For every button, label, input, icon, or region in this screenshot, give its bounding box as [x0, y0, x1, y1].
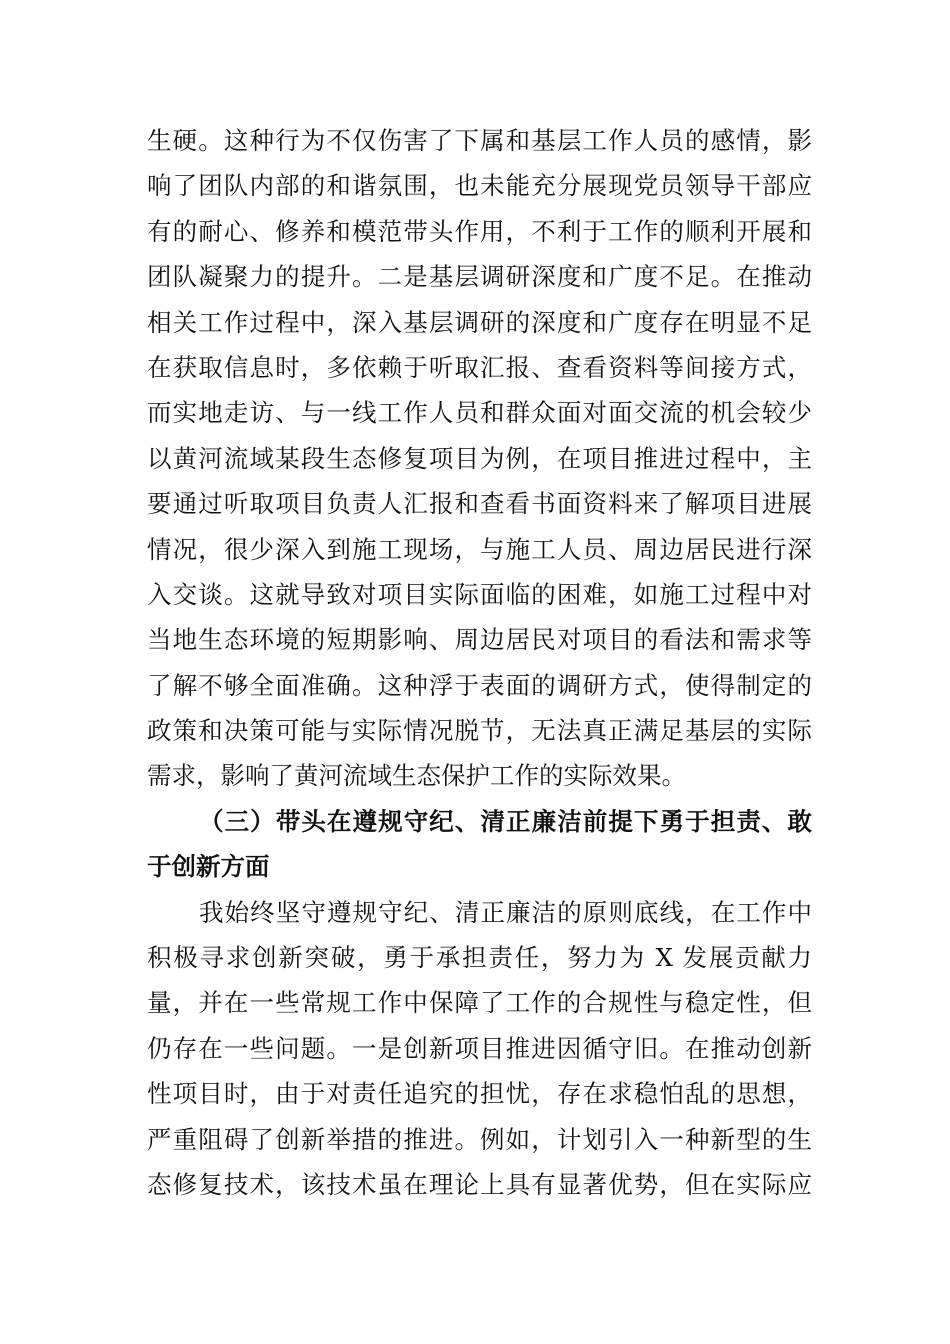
text-line: 有的耐心、修养和模范带头作用，不利于工作的顺利开展和 [147, 216, 812, 246]
text-line: 量，并在一些常规工作中保障了工作的合规性与稳定性，但 [147, 988, 812, 1018]
text-line: 严重阻碍了创新举措的推进。例如，计划引入一种新型的生 [147, 1124, 812, 1154]
text-line: 政策和决策可能与实际情况脱节，无法真正满足基层的实际 [147, 716, 812, 746]
text-line: 生硬。这种行为不仅伤害了下属和基层工作人员的感情，影 [147, 126, 812, 155]
text-line: 当地生态环境的短期影响、周边居民对项目的看法和需求等 [147, 625, 812, 655]
text-line: 性项目时，由于对责任追究的担忧，存在求稳怕乱的思想， [147, 1079, 812, 1109]
text-line: 需求，影响了黄河流域生态保护工作的实际效果。 [147, 761, 686, 791]
text-line: 以黄河流域某段生态修复项目为例，在项目推进过程中，主 [147, 443, 812, 473]
section-heading: （三）带头在遵规守纪、清正廉洁前提下勇于担责、敢 [199, 806, 812, 836]
document-body [147, 118, 812, 1207]
text-line: 响了团队内部的和谐氛围，也未能充分展现党员领导干部应 [147, 171, 812, 201]
text-line: 态修复技术，该技术虽在理论上具有显著优势，但在实际应 [147, 1169, 812, 1199]
text-line: 相关工作过程中，深入基层调研的深度和广度存在明显不足 [147, 307, 812, 337]
text-line: 积极寻求创新突破，勇于承担责任，努力为 X 发展贡献力 [147, 943, 812, 973]
section-heading: 于创新方面 [147, 852, 270, 882]
text-line: 了解不够全面准确。这种浮于表面的调研方式，使得制定的 [147, 670, 812, 700]
text-line: 在获取信息时，多依赖于听取汇报、查看资料等间接方式， [147, 352, 812, 382]
text-line: 我始终坚守遵规守纪、清正廉洁的原则底线，在工作中 [199, 897, 812, 927]
text-line: 团队凝聚力的提升。二是基层调研深度和广度不足。在推动 [147, 262, 812, 292]
text-line: 情况，很少深入到施工现场，与施工人员、周边居民进行深 [147, 534, 812, 564]
text-line: 仍存在一些问题。一是创新项目推进因循守旧。在推动创新 [147, 1033, 812, 1063]
text-line: 而实地走访、与一线工作人员和群众面对面交流的机会较少 [147, 398, 812, 428]
text-line: 入交谈。这就导致对项目实际面临的困难，如施工过程中对 [147, 579, 812, 609]
text-line: 要通过听取项目负责人汇报和查看书面资料来了解项目进展 [147, 489, 812, 519]
